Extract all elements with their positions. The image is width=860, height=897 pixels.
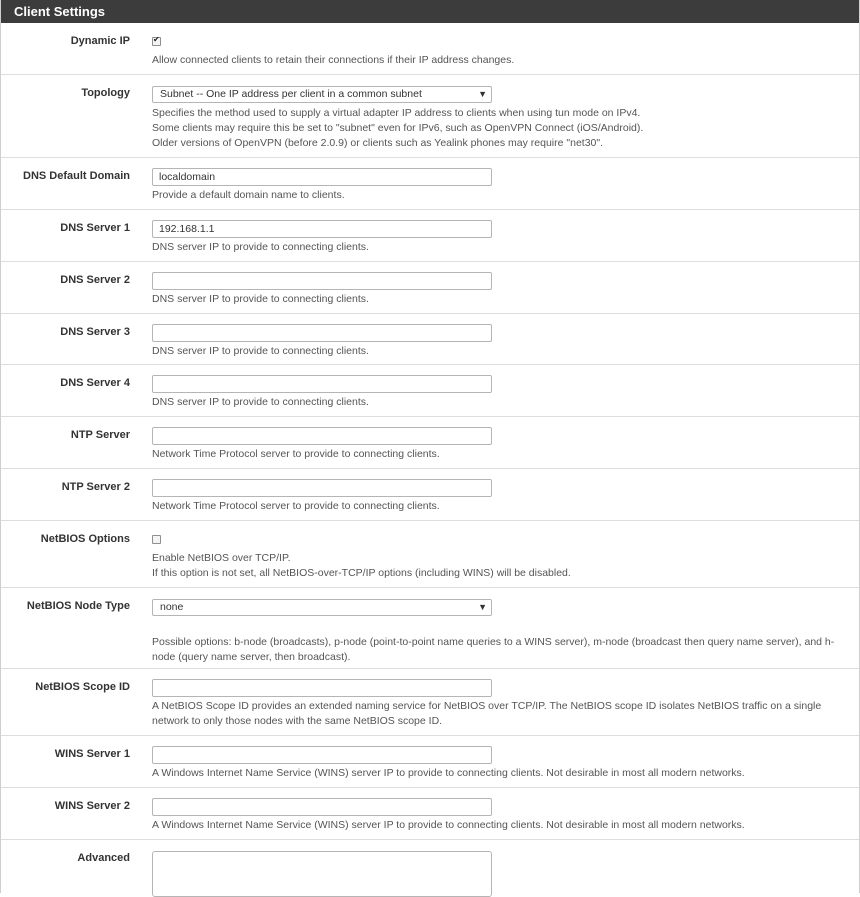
netbios-options-field [152, 535, 851, 581]
dns-server-3-input[interactable] [152, 324, 492, 342]
wins-server-2-label: WINS Server 2 [54, 800, 130, 812]
wins-server-2-input[interactable] [152, 798, 492, 816]
dns-server-1-field [152, 220, 851, 255]
netbios-options-checkbox[interactable] [152, 535, 161, 544]
dns-server-3-field [152, 324, 851, 359]
row-dns-server-1 [1, 210, 859, 262]
topology-select[interactable] [152, 86, 492, 103]
topology-help-2: Some clients may require this be set to "subnet" even for IPv6, such as OpenVPN Connect (iOS/Android). [152, 122, 644, 134]
dns-server-4-field [152, 375, 851, 410]
netbios-scope-id-field [152, 679, 851, 729]
dns-server-4-input[interactable] [152, 375, 492, 393]
wins-server-2-help: A Windows Internet Name Service (WINS) server IP to provide to connecting clients. Not desirable in most all modern networks. [152, 819, 745, 831]
wins-server-1-help: A Windows Internet Name Service (WINS) server IP to provide to connecting clients. Not desirable in most all modern networks. [152, 767, 745, 779]
chevron-down-icon: ▼ [478, 89, 487, 99]
netbios-options-help-1: Enable NetBIOS over TCP/IP. [152, 552, 291, 564]
topology-field [152, 86, 851, 151]
dns-server-1-help: DNS server IP to provide to connecting clients. [152, 241, 369, 253]
netbios-scope-id-label: NetBIOS Scope ID [35, 681, 130, 693]
advanced-field [152, 851, 851, 897]
topology-label: Topology [81, 87, 130, 99]
dns-server-3-label: DNS Server 3 [60, 326, 130, 338]
row-wins-server-2 [1, 788, 859, 840]
netbios-scope-id-input[interactable] [152, 679, 492, 697]
dns-default-domain-field [152, 168, 851, 203]
dynamic-ip-label: Dynamic IP [70, 35, 130, 47]
netbios-options-help-2: If this option is not set, all NetBIOS-over-TCP/IP options (including WINS) will be disabled. [152, 567, 571, 579]
ntp-server-help: Network Time Protocol server to provide to connecting clients. [152, 448, 440, 460]
dns-default-domain-help: Provide a default domain name to clients. [152, 189, 345, 201]
panel-title: Client Settings [1, 0, 859, 23]
wins-server-2-field [152, 798, 851, 833]
dns-server-2-input[interactable] [152, 272, 492, 290]
row-ntp-server [1, 417, 859, 469]
ntp-server-2-help: Network Time Protocol server to provide to connecting clients. [152, 500, 440, 512]
wins-server-1-input[interactable] [152, 746, 492, 764]
dns-server-2-label: DNS Server 2 [60, 274, 130, 286]
dynamic-ip-help: Allow connected clients to retain their connections if their IP address changes. [152, 54, 515, 66]
netbios-node-type-label: NetBIOS Node Type [26, 600, 130, 612]
dns-default-domain-label: DNS Default Domain [23, 170, 130, 182]
ntp-server-2-field [152, 479, 851, 514]
row-wins-server-1 [1, 736, 859, 788]
ntp-server-2-label: NTP Server 2 [61, 481, 130, 493]
dns-default-domain-input[interactable]: localdomain [152, 168, 492, 186]
row-netbios-node-type [1, 588, 859, 669]
dynamic-ip-checkbox[interactable] [152, 37, 161, 46]
topology-help-1: Specifies the method used to supply a virtual adapter IP address to clients when using tun mode on IPv4. [152, 107, 641, 119]
row-dns-server-3 [1, 314, 859, 365]
topology-help-3: Older versions of OpenVPN (before 2.0.9) or clients such as Yealink phones may require "net30". [152, 137, 604, 149]
topology-selected-value: Subnet -- One IP address per client in a common subnet [160, 88, 422, 100]
netbios-node-type-field [152, 599, 851, 665]
netbios-scope-id-help: A NetBIOS Scope ID provides an extended naming service for NetBIOS over TCP/IP. The NetBIOS scope ID isolates NetBIOS traffic on a single network to only those nodes with the same NetBIOS scope ID. [152, 700, 822, 727]
chevron-down-icon: ▼ [478, 602, 487, 612]
dns-server-1-input[interactable]: 192.168.1.1 [152, 220, 492, 238]
row-dns-default-domain [1, 158, 859, 210]
ntp-server-input[interactable] [152, 427, 492, 445]
dns-server-4-label: DNS Server 4 [60, 377, 130, 389]
dns-server-4-help: DNS server IP to provide to connecting clients. [152, 396, 369, 408]
dns-server-2-help: DNS server IP to provide to connecting clients. [152, 293, 369, 305]
dns-server-3-help: DNS server IP to provide to connecting clients. [152, 345, 369, 357]
netbios-node-type-selected-value: none [160, 601, 184, 613]
wins-server-1-field [152, 746, 851, 781]
netbios-node-type-help: Possible options: b-node (broadcasts), p-node (point-to-point name queries to a WINS server), m-node (broadcast then query name server), and h-node (query name server, then broadcast). [152, 636, 835, 663]
advanced-textarea[interactable] [152, 851, 492, 897]
dynamic-ip-field [152, 37, 851, 68]
row-ntp-server-2 [1, 469, 859, 521]
row-netbios-scope-id [1, 669, 859, 736]
wins-server-1-label: WINS Server 1 [54, 748, 130, 760]
row-netbios-options [1, 521, 859, 588]
netbios-options-label: NetBIOS Options [40, 533, 130, 545]
ntp-server-label: NTP Server [70, 429, 130, 441]
dns-server-1-label: DNS Server 1 [60, 222, 130, 234]
netbios-node-type-select[interactable] [152, 599, 492, 616]
dns-server-2-field [152, 272, 851, 307]
row-topology [1, 75, 859, 158]
row-advanced [1, 840, 859, 896]
ntp-server-2-input[interactable] [152, 479, 492, 497]
row-dynamic-ip [1, 23, 859, 75]
advanced-label: Advanced [77, 852, 130, 864]
row-dns-server-2 [1, 262, 859, 314]
ntp-server-field [152, 427, 851, 462]
row-dns-server-4 [1, 365, 859, 417]
